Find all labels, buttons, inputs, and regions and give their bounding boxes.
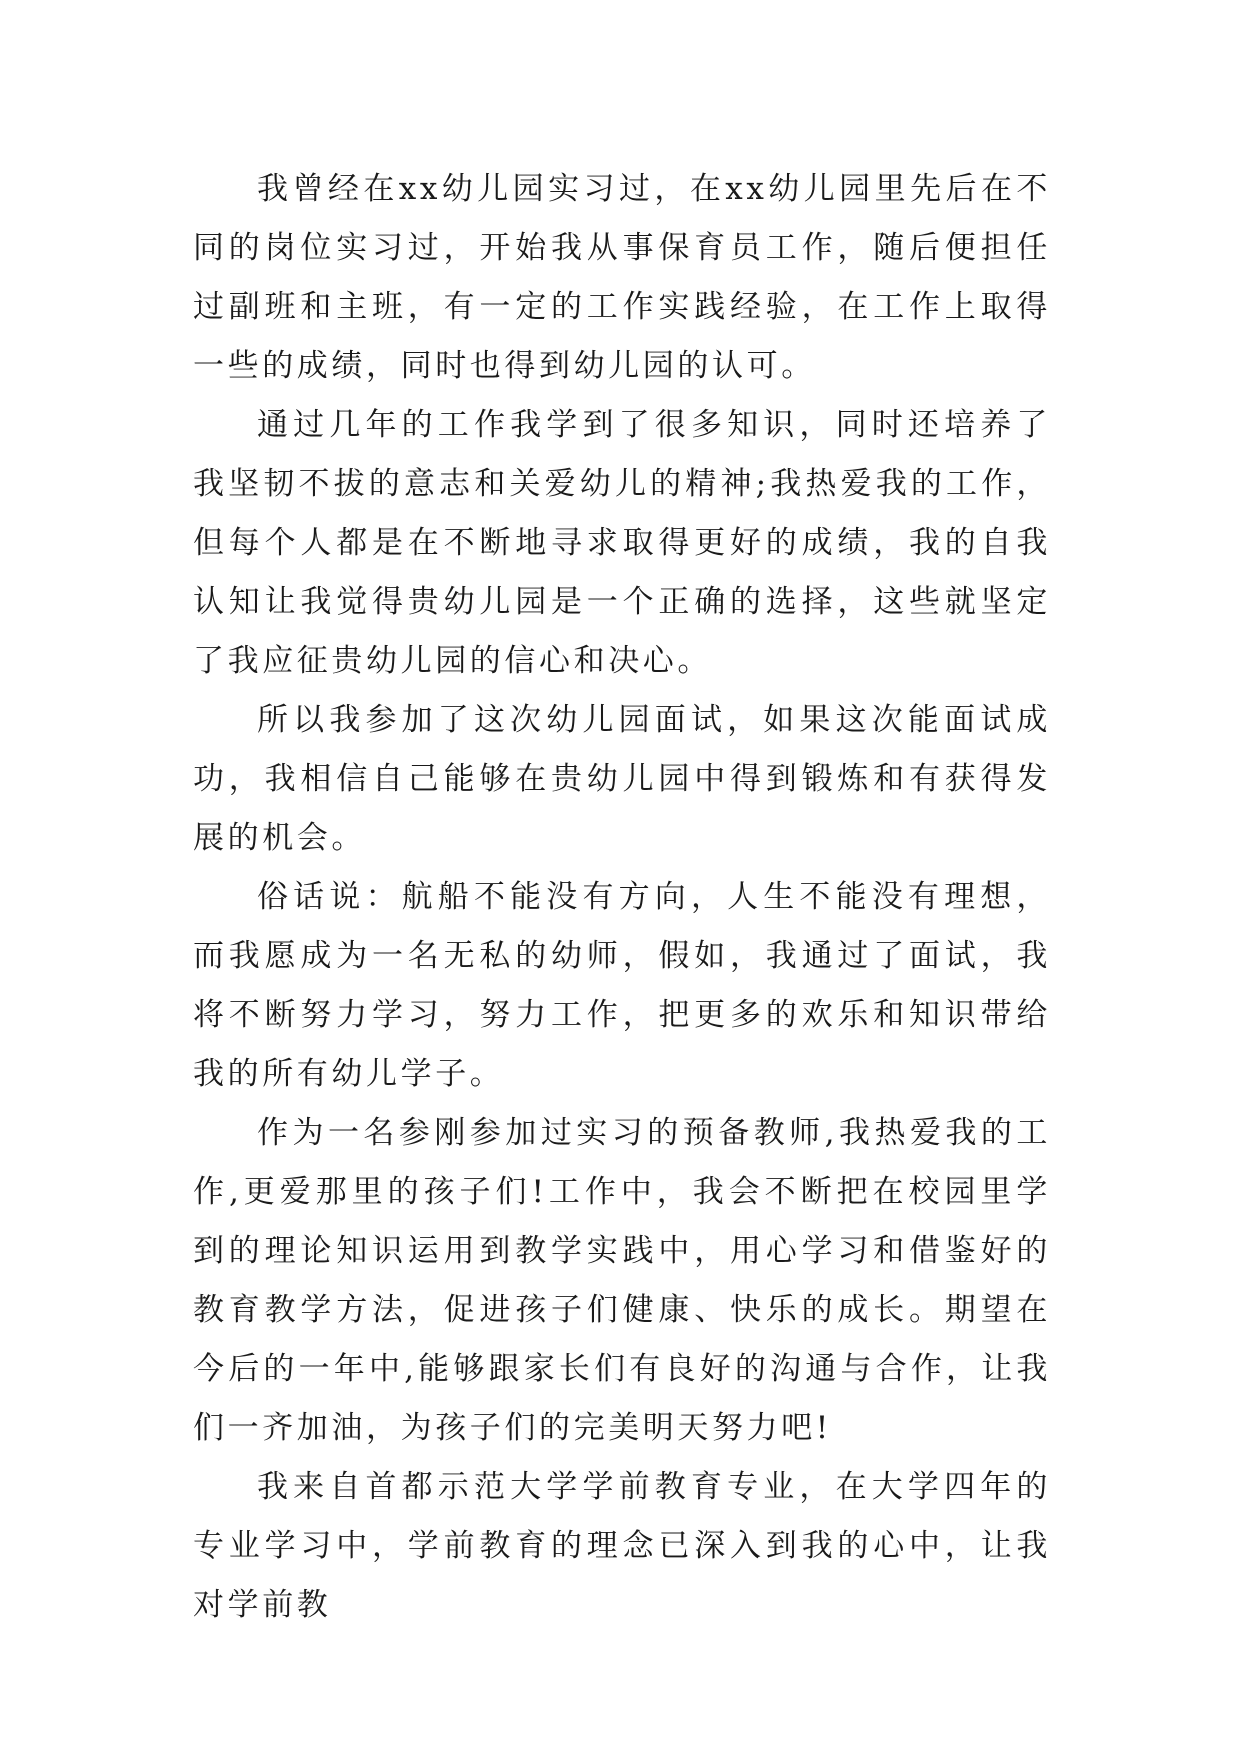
paragraph-5: 作为一名参刚参加过实习的预备教师,我热爱我的工作,更爱那里的孩子们!工作中，我会不断把在校园里学到的理论知识运用到教学实践中，用心学习和借鉴好的教育教学方法，促进孩子们健康、快乐的成长。期望在今后的一年中,能够跟家长们有良好的沟通与合作，让我们一齐加油，为孩子们的完美明天努力吧! bbox=[193, 1115, 1051, 1446]
paragraph-1: 我曾经在xx幼儿园实习过，在xx幼儿园里先后在不同的岗位实习过，开始我从事保育员工作，随后便担任过副班和主班，有一定的工作实践经验，在工作上取得一些的成绩，同时也得到幼儿园的认可。 bbox=[193, 171, 1051, 384]
paragraph-6: 我来自首都示范大学学前教育专业，在大学四年的专业学习中，学前教育的理念已深入到我的心中，让我对学前教 bbox=[193, 1469, 1051, 1623]
paragraph-3: 所以我参加了这次幼儿园面试，如果这次能面试成功，我相信自己能够在贵幼儿园中得到锻炼和有获得发展的机会。 bbox=[193, 702, 1051, 856]
paragraph-2: 通过几年的工作我学到了很多知识，同时还培养了我坚韧不拔的意志和关爱幼儿的精神;我热爱我的工作，但每个人都是在不断地寻求取得更好的成绩，我的自我认知让我觉得贵幼儿园是一个正确的选择，这些就坚定了我应征贵幼儿园的信心和决心。 bbox=[193, 407, 1051, 679]
document-body bbox=[193, 160, 1051, 1635]
paragraph-4: 俗话说：航船不能没有方向，人生不能没有理想，而我愿成为一名无私的幼师，假如，我通过了面试，我将不断努力学习，努力工作，把更多的欢乐和知识带给我的所有幼儿学子。 bbox=[193, 879, 1051, 1092]
